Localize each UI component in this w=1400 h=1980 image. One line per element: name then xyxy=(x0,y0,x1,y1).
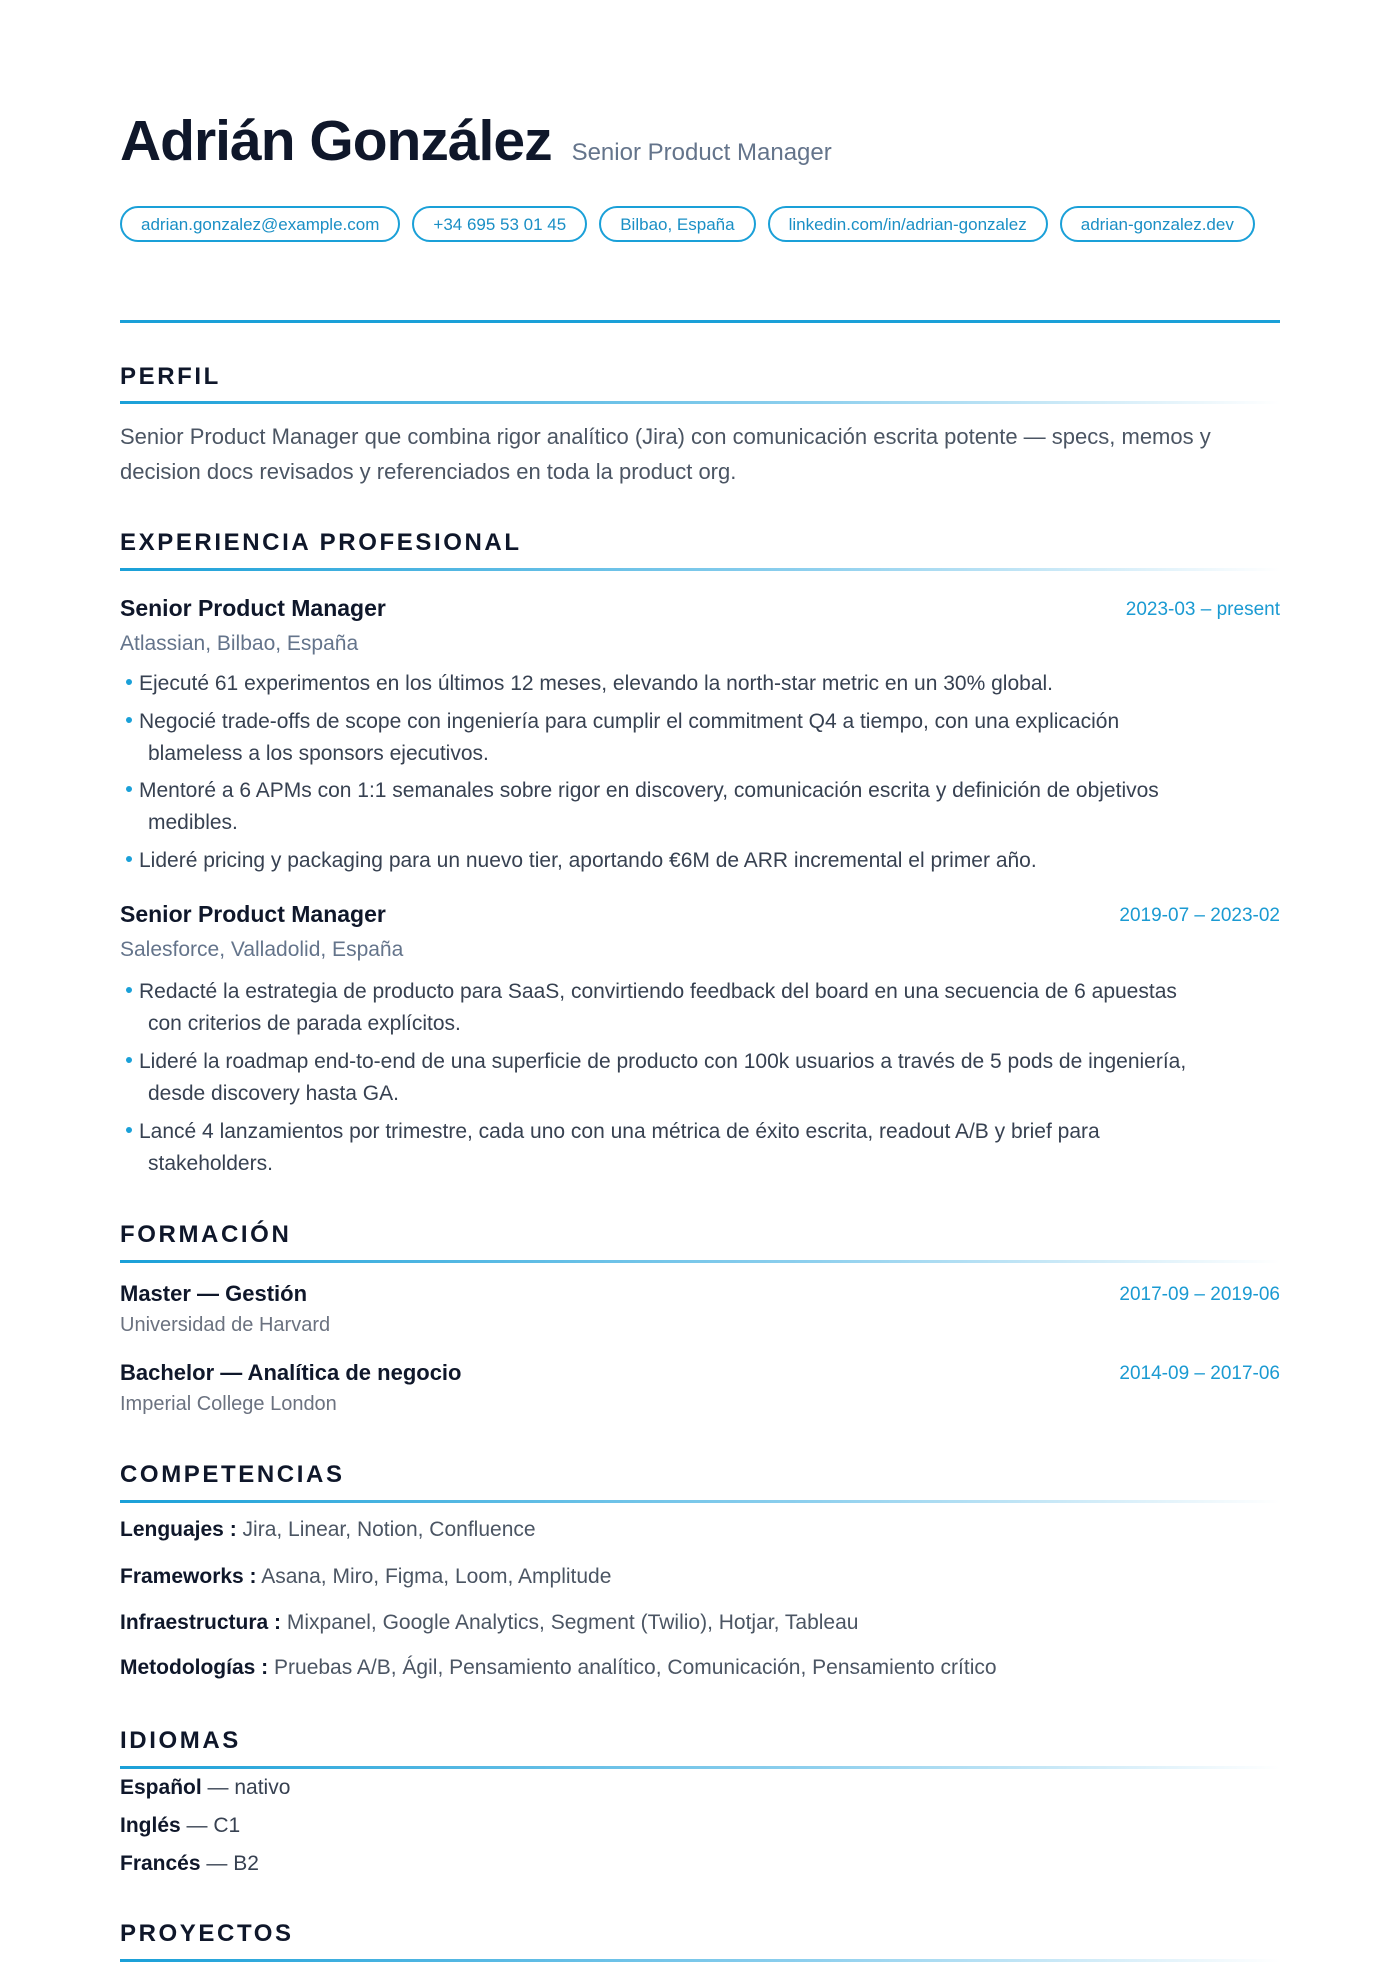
bullet-dot-icon xyxy=(126,717,132,723)
job-bullet: Lideré pricing y packaging para un nuevo tier, aportando €6M de ARR incremental el primer año. xyxy=(126,845,1276,877)
job-bullet: Lancé 4 lanzamientos por trimestre, cada uno con una métrica de éxito escrita, readout A/B y brief para stakeholders. xyxy=(126,1116,1276,1180)
profile-summary: Senior Product Manager que combina rigor analítico (Jira) con comunicación escrita potente — specs, memos y decision docs revisados y referenciados en toda la product org. xyxy=(120,424,1211,484)
skill-label: Frameworks : xyxy=(120,1565,257,1588)
bullet-dot-icon xyxy=(126,987,132,993)
language-level: — C1 xyxy=(186,1814,241,1837)
bullet-dot-icon xyxy=(126,679,132,685)
bullet-dot-icon xyxy=(126,1127,132,1133)
contact-list xyxy=(120,206,1280,242)
job-bullet: Negocié trade-offs de scope con ingeniería para cumplir el commitment Q4 a tiempo, con una explicación blameless a los sponsors ejecutivos. xyxy=(126,706,1276,770)
section-divider-education xyxy=(120,1260,1280,1263)
skill-row xyxy=(120,1611,858,1635)
education-degree: Bachelor — Analítica de negocio xyxy=(120,1360,462,1385)
section-title-education: FORMACIÓN xyxy=(120,1221,292,1248)
job-bullet: Ejecuté 61 experimentos en los últimos 12 meses, elevando la north-star metric en un 30% global. xyxy=(126,668,1276,700)
bullet-dot-icon xyxy=(126,1057,132,1063)
section-divider-profile xyxy=(120,401,1280,404)
skill-row xyxy=(120,1518,536,1542)
location-chip: Bilbao, España xyxy=(599,206,755,242)
skill-values: Pruebas A/B, Ágil, Pensamiento analítico, Comunicación, Pensamiento crítico xyxy=(274,1656,997,1679)
job-company: Atlassian, Bilbao, España xyxy=(120,632,359,655)
resume-header xyxy=(120,108,832,174)
job-bullet: Redacté la estrategia de producto para SaaS, convirtiendo feedback del board en una secuencia de 6 apuestas con criterios de parada explícitos. xyxy=(126,976,1276,1040)
section-divider-experience xyxy=(120,568,1280,571)
bullet-dot-icon xyxy=(126,856,132,862)
job-bullet: Lideré la roadmap end-to-end de una superficie de producto con 100k usuarios a través de 5 pods de ingeniería, desde discovery hasta GA. xyxy=(126,1046,1276,1110)
section-title-experience: EXPERIENCIA PROFESIONAL xyxy=(120,529,522,556)
language-level: — nativo xyxy=(207,1776,291,1799)
job-dates: 2023-03 – present xyxy=(1125,599,1280,620)
website-chip[interactable]: adrian-gonzalez.dev xyxy=(1060,206,1255,242)
skill-values: Mixpanel, Google Analytics, Segment (Twilio), Hotjar, Tableau xyxy=(286,1611,859,1634)
job-title: Senior Product Manager xyxy=(120,901,386,927)
language-level: — B2 xyxy=(206,1852,259,1875)
section-divider-projects xyxy=(120,1959,1280,1962)
candidate-name: Adrián González xyxy=(120,109,552,173)
job-dates: 2019-07 – 2023-02 xyxy=(1119,905,1280,926)
education-school: Universidad de Harvard xyxy=(120,1314,331,1336)
job-company: Salesforce, Valladolid, España xyxy=(120,938,404,961)
language-name: Español xyxy=(120,1776,202,1799)
skill-label: Lenguajes : xyxy=(120,1518,237,1541)
section-divider-skills xyxy=(120,1500,1280,1503)
skill-row xyxy=(120,1565,611,1589)
linkedin-chip[interactable]: linkedin.com/in/adrian-gonzalez xyxy=(768,206,1048,242)
candidate-headline: Senior Product Manager xyxy=(571,139,832,166)
section-title-projects: PROYECTOS xyxy=(120,1920,294,1947)
email-chip[interactable]: adrian.gonzalez@example.com xyxy=(120,206,400,242)
skill-values: Jira, Linear, Notion, Confluence xyxy=(242,1518,536,1541)
skill-label: Infraestructura : xyxy=(120,1611,282,1634)
language-name: Inglés xyxy=(120,1814,181,1837)
language-item xyxy=(120,1776,290,1800)
skill-values: Asana, Miro, Figma, Loom, Amplitude xyxy=(261,1565,612,1588)
section-title-profile: PERFIL xyxy=(120,363,221,390)
section-divider-languages xyxy=(120,1766,1280,1769)
education-degree: Master — Gestión xyxy=(120,1281,308,1306)
phone-chip[interactable]: +34 695 53 01 45 xyxy=(412,206,587,242)
bullet-dot-icon xyxy=(126,786,132,792)
education-school: Imperial College London xyxy=(120,1393,337,1415)
header-divider xyxy=(120,320,1280,323)
section-title-languages: IDIOMAS xyxy=(120,1727,241,1754)
section-title-skills: COMPETENCIAS xyxy=(120,1461,345,1488)
skill-row xyxy=(120,1656,997,1680)
education-dates: 2017-09 – 2019-06 xyxy=(1119,1284,1280,1305)
language-item xyxy=(120,1814,240,1838)
skill-label: Metodologías : xyxy=(120,1656,269,1679)
language-item xyxy=(120,1852,259,1876)
education-dates: 2014-09 – 2017-06 xyxy=(1119,1363,1280,1384)
language-name: Francés xyxy=(120,1852,201,1875)
job-bullet: Mentoré a 6 APMs con 1:1 semanales sobre rigor en discovery, comunicación escrita y definición de objetivos medibles. xyxy=(126,775,1276,839)
job-title: Senior Product Manager xyxy=(120,595,386,621)
